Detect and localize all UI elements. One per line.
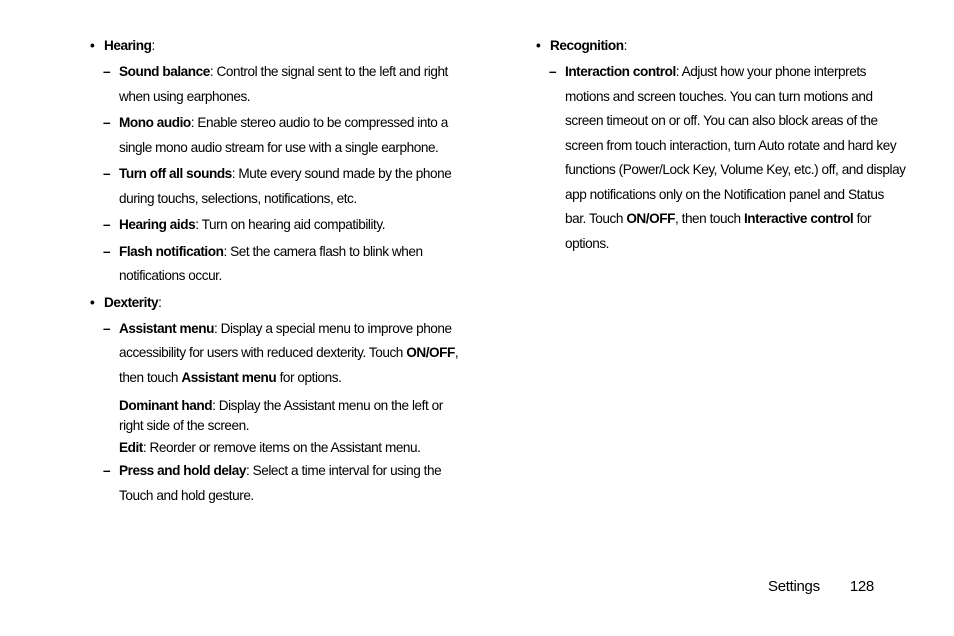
label-edit: Edit: [119, 440, 143, 455]
item-flash-notification: – Flash notification: Set the camera flash to blink when notifications occur.: [90, 240, 460, 289]
label-assistant-menu: Assistant menu: [119, 320, 214, 336]
dash-icon: –: [103, 463, 111, 478]
dash-icon: –: [103, 320, 111, 336]
heading-dexterity: Dexterity: [104, 294, 159, 310]
dash-icon: –: [103, 115, 111, 130]
bullet-hearing: • Hearing:: [90, 34, 460, 58]
label-flash-notification: Flash notification: [119, 243, 224, 259]
left-column: [90, 34, 460, 508]
bullet-dexterity: • Dexterity:: [90, 291, 460, 315]
label-hearing-aids: Hearing aids: [119, 217, 196, 232]
item-sound-balance: – Sound balance: Control the signal sent to the left and right when using earphones.: [90, 60, 460, 109]
label-turn-off-all-sounds: Turn off all sounds: [119, 166, 232, 181]
item-turn-off-all-sounds: – Turn off all sounds: Mute every sound made by the phone during touchs, selections, notifications, etc.: [90, 162, 460, 211]
dash-icon: –: [549, 64, 557, 79]
label-mono-audio: Mono audio: [119, 115, 191, 130]
item-assistant-menu: – Assistant menu: Display a special menu to improve phone accessibility for users with reduced dexterity. Touch ON/OFF, then touch Assistant menu for options.: [90, 317, 460, 391]
footer-section: Settings: [768, 578, 820, 595]
item-mono-audio: – Mono audio: Enable stereo audio to be compressed into a single mono audio stream for use with a single earphone.: [90, 111, 460, 160]
label-dominant-hand: Dominant hand: [119, 398, 213, 413]
dash-icon: –: [103, 166, 111, 181]
bullet-icon: •: [536, 38, 541, 53]
bullet-icon: •: [90, 294, 95, 310]
page-number: 128: [849, 578, 874, 595]
label-sound-balance: Sound balance: [119, 64, 210, 79]
heading-hearing: Hearing: [104, 38, 152, 53]
bullet-recognition: • Recognition:: [536, 34, 906, 58]
page-footer: [768, 578, 874, 595]
item-dominant-hand: Dominant hand: Display the Assistant menu on the left or right side of the screen.: [119, 398, 443, 433]
item-hearing-aids: – Hearing aids: Turn on hearing aid compatibility.: [90, 213, 460, 238]
dash-icon: –: [103, 217, 111, 232]
dash-icon: –: [103, 243, 111, 259]
item-edit: Edit: Reorder or remove items on the Assistant menu.: [119, 440, 421, 455]
right-column: [536, 34, 906, 256]
label-interaction-control: Interaction control: [565, 64, 676, 79]
label-press-and-hold-delay: Press and hold delay: [119, 463, 246, 478]
bullet-icon: •: [90, 38, 95, 53]
dash-icon: –: [103, 64, 111, 79]
heading-recognition: Recognition: [550, 38, 624, 53]
item-press-and-hold-delay: – Press and hold delay: Select a time interval for using the Touch and hold gesture.: [90, 459, 460, 508]
item-interaction-control: – Interaction control: Adjust how your phone interprets motions and screen touches. You can turn motions and screen timeout on or off. You can also block areas of the screen from touch interaction, turn Auto rotate and hard key functions (Power/Lock Key, Volume Key, etc.) off, and display app notifications only on the Notification panel and Status bar. Touch ON/OFF, then touch Interactive control for options.: [536, 60, 906, 256]
